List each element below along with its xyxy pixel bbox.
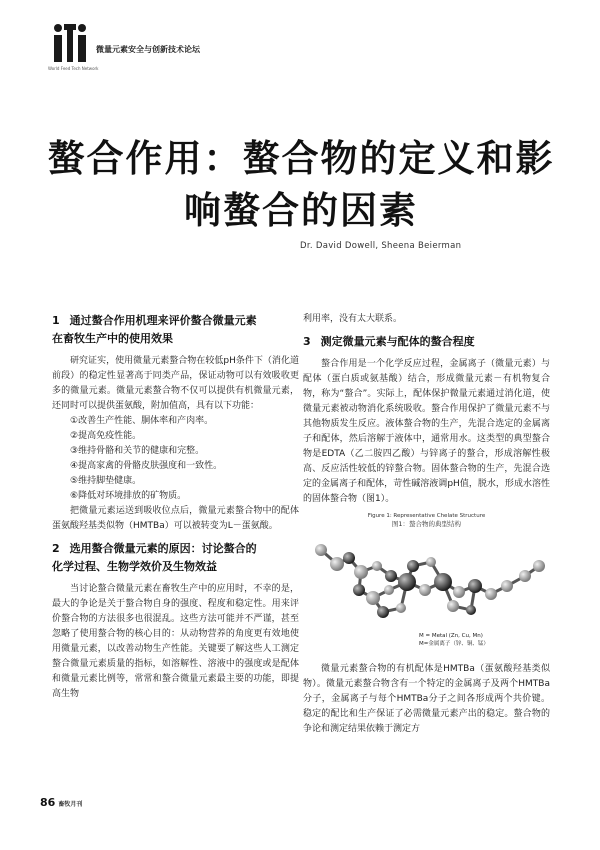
- series-title: 微量元素安全与创新技术论坛: [96, 45, 200, 54]
- section-1-heading: [52, 312, 299, 348]
- article-title: [40, 132, 562, 236]
- section-2-paragraph-1: 当讨论螯合微量元素在畜牧生产中的应用时，不幸的是，最大的争论是关于螯合物自身的强度、程度和稳定性。用来评价螯合物的方法很多也很混乱。这些方法可能并不严谨，甚至忽略了使用螯合物的核心目的：从动物营养的角度更有效地使用微量元素，以改善动物生产性能。关键要了解这些人工测定螯合微量元素质量的指标，如溶解性、溶液中的强度或是配体和微量元素比例等，常常和螯合微量元素最主要的功能，即提高生物: [52, 584, 299, 699]
- page-footer: [40, 796, 82, 809]
- benefit-item: ③维持骨骼和关节的健康和完整。: [70, 446, 205, 456]
- authors: Dr. David Dowell, Sheena Beierman: [300, 241, 462, 251]
- section-2-title-line-1: 选用螯合微量元素的原因：讨论螯合的: [69, 542, 257, 555]
- section-3-paragraph-1: 螯合作用是一个化学反应过程，金属离子（微量元素）与配体（蛋白质或氨基酸）结合，形成微量元素－有机物复合物，称为“螯合”。实际上，配体保护微量元素通过消化道，使微量元素被动物消化系统吸收。螯合作用保护了微量元素不与其他物质发生反应。液体螯合物的生产，先混合选定的金属离子和配体，然后溶解于液体中，通常用水。这类型的典型螯合物是EDTA（乙二胺四乙酸）与锌离子的螯合，形成溶解性极高、反应活性较低的锌螯合物。固体螯合物的生产，先混合选定的金属离子和配体，苛性碱溶液调pH值，脱水，形成水溶性的固体螯合物（图1）。: [303, 359, 550, 504]
- figure-caption-en: Figure 1: Representative Chelate Structure: [367, 513, 486, 519]
- section-1-number: 1: [52, 314, 60, 327]
- section-1-paragraph-1: 研究证实，使用微量元素螯合物在较低pH条件下（消化道前段）的稳定性显著高于同类产品，保证动物可以有效吸收更多的微量元素。微量元素螯合物不仅可以提供有机微量元素，还同时可以提供蛋氨酸，附加值高，具有以下功能：: [52, 356, 299, 411]
- figure-caption-cn: 图1：螯合物的典型结构: [391, 520, 462, 528]
- section-3-heading: [303, 333, 550, 351]
- right-column: [303, 312, 550, 737]
- journal-logo: [52, 22, 88, 64]
- chelate-molecule-illustration: [303, 536, 550, 632]
- benefit-item: ⑤维持脚垫健康。: [70, 476, 142, 486]
- left-column: [52, 312, 299, 702]
- title-line-2: 响螯合的因素: [184, 188, 418, 232]
- section-2-title-line-2: 化学过程、生物学效价及生物效益: [52, 560, 217, 573]
- section-1-title-line-2: 在畜牧生产中的使用效果: [52, 332, 173, 345]
- chelate-structure-figure: [303, 536, 550, 656]
- section-3-number: 3: [303, 335, 311, 348]
- section-2-heading: [52, 540, 299, 576]
- carryover-text: 利用率，没有太大联系。: [303, 314, 403, 324]
- magazine-name: 畜牧月刊: [58, 801, 83, 808]
- figure-legend-cn: M=金属离子（锌、铜、锰）: [419, 641, 489, 647]
- title-line-1: 螯合作用：螯合物的定义和影: [47, 136, 555, 180]
- figure-legend: [419, 632, 489, 648]
- section-1-paragraph-2: 把微量元素运送到吸收位点后，微量元素螯合物中的配体蛋氨酸羟基类似物（HMTBa）可以被转变为L－蛋氨酸。: [52, 506, 299, 531]
- benefit-item: ④提高家禽的骨骼皮肤强度和一致性。: [70, 461, 223, 471]
- page-number: 86: [40, 796, 56, 809]
- benefit-item: ①改善生产性能、胴体率和产肉率。: [70, 416, 214, 426]
- section-3-paragraph-2: 微量元素螯合物的有机配体是HMTBa（蛋氨酸羟基类似物）。微量元素螯合物含有一个特定的金属离子及两个HMTBa分子，金属离子与每个HMTBa分子之间各形成两个共价键。稳定的配比和生产保证了必需微量元素产出的稳定。螯合物的争论和测定结果依赖于测定方: [303, 664, 550, 734]
- section-3-title: 测定微量元素与配体的螯合程度: [320, 335, 475, 348]
- figure-legend-en: M = Metal (Zn, Cu, Mn): [419, 633, 483, 639]
- benefit-item: ⑥降低对环境排放的矿物质。: [70, 491, 187, 501]
- section-1-title-line-1: 通过螯合作用机理来评价螯合微量元素: [69, 314, 257, 327]
- logo-tagline: World Feed Tech Network: [48, 66, 99, 71]
- benefit-item: ②提高免疫性能。: [70, 431, 142, 441]
- section-2-number: 2: [52, 542, 60, 555]
